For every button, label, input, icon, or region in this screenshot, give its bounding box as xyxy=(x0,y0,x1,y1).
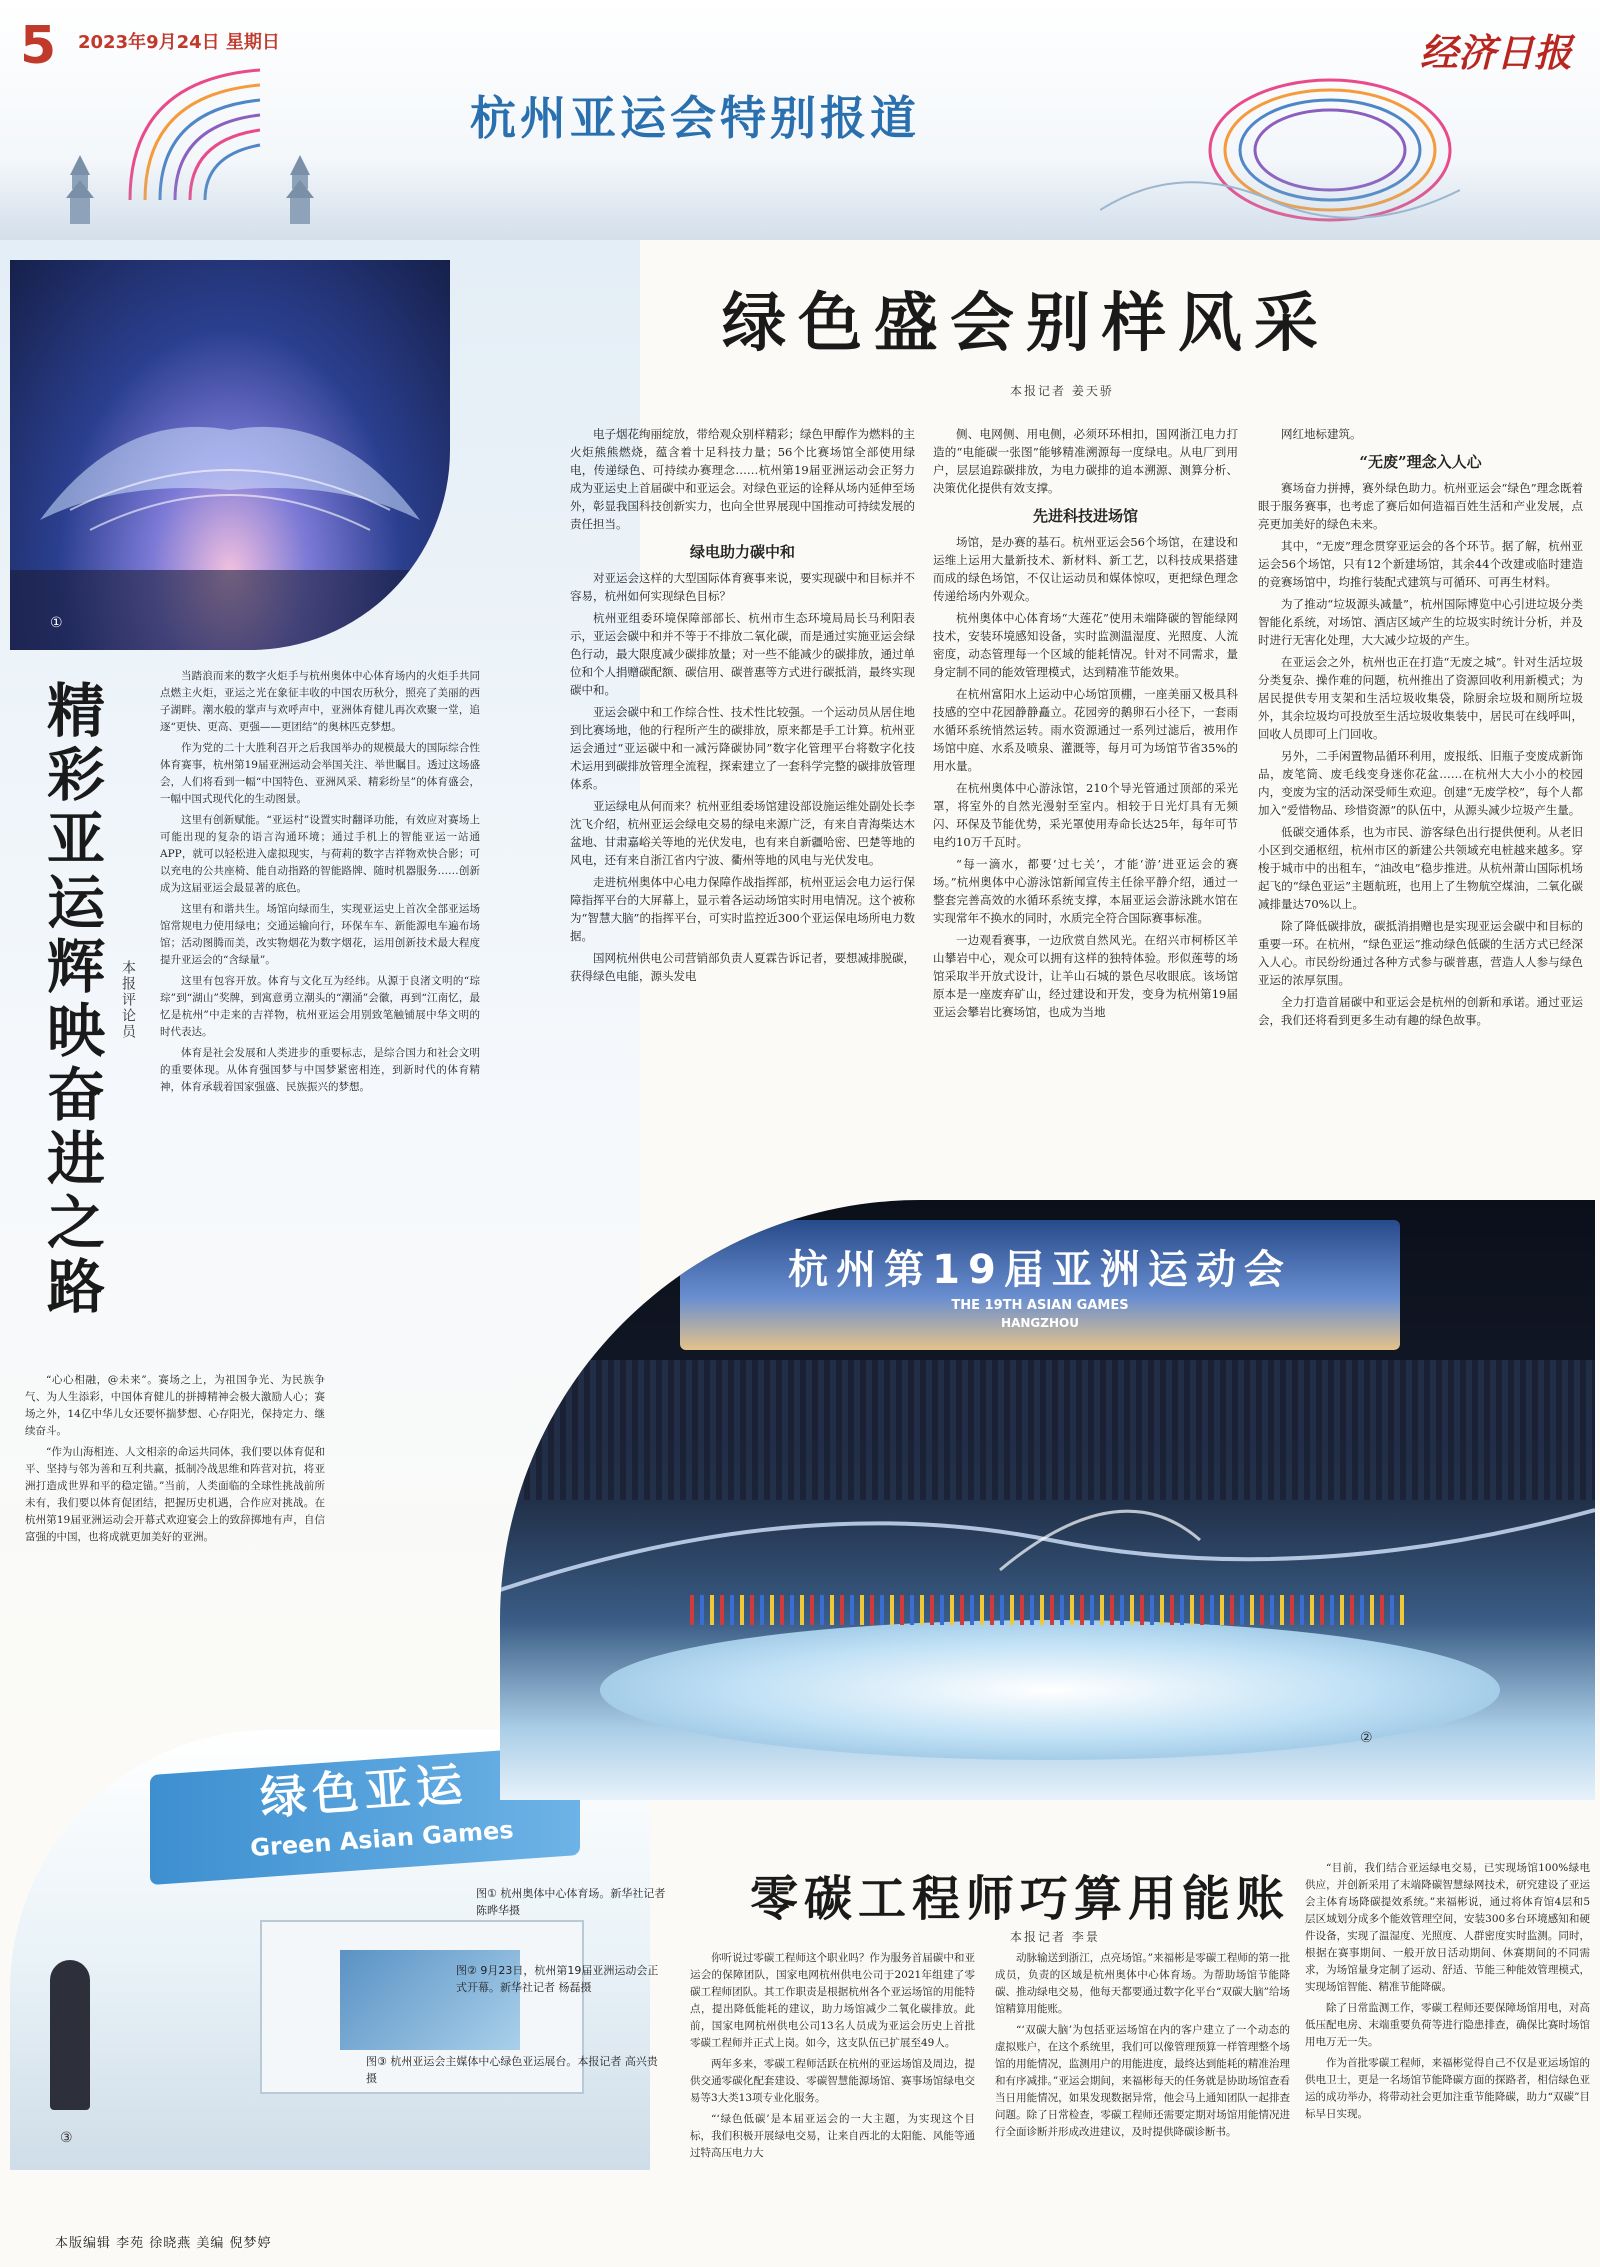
flag-bearers xyxy=(690,1595,1410,1625)
paragraph: 作为首批零碳工程师，来福彬觉得自己不仅是亚运场馆的供电卫士，更是一名场馆节能降碳方面的探路者，相信绿色亚运的成功举办，将带动社会更加注重节能降碳，助力“双碳”目标早日实现。 xyxy=(1305,2057,1590,2120)
issue-date: 2023年9月24日 星期日 xyxy=(78,32,280,53)
paragraph: 杭州奥体中心体育场“大莲花”使用未端降碳的智能绿网技术，安装环境感知设备，实时监测温湿度、光照度、人流密度，动态管理每一个区域的能耗情况。针对不同需求，量身定制不同的能效管理模式，达到精准节能效果。 xyxy=(933,611,1238,679)
photo-caption-2: 图② 9月23日，杭州第19届亚洲运动会正式开幕。新华社记者 杨磊摄 xyxy=(456,1964,659,1994)
paragraph: 侧、电网侧、用电侧，必须环环相扣，国网浙江电力打造的“电能碳一张图”能够精准溯源每一度绿电。从电厂到用户，层层追踪碳排放，为电力碳排的追本溯源、测算分析、决策优化提供有效支撑。 xyxy=(933,427,1238,495)
visitor-figure xyxy=(50,1960,90,2110)
paragraph: 赛场奋力拼搏，赛外绿色助力。杭州亚运会“绿色”理念既着眼于服务赛事，也考虑了赛后如何造福百姓生活和产业发展，点亮更加美好的绿色未来。 xyxy=(1258,481,1583,531)
paragraph: 一边观看赛事，一边欣赏自然风光。在绍兴市柯桥区羊山攀岩中心，观众可以拥有这样的独特体验。形似莲萼的场馆采取半开放式设计，让羊山石城的景色尽收眼底。该场馆原本是一座废弃矿山，经过建设和开发，变身为杭州第19届亚运会攀岩比赛场馆，也成为当地 xyxy=(933,933,1238,1019)
green-asian-games-sign-en: Green Asian Games xyxy=(249,1815,515,1863)
paragraph: 亚运会碳中和工作综合性、技术性比较强。一个运动员从居住地到比赛场地，他的行程所产生的碳排放，原来都是手工计算。杭州亚运会通过“亚运碳中和一减污降碳协同”数字化管理平台将数字化技术运用到碳排放管理全流程，探索建立了一套科学完整的碳排放管理体系。 xyxy=(570,705,915,791)
photo-number-3: ③ xyxy=(60,2130,73,2146)
second-col-2 xyxy=(995,1950,1290,2240)
paragraph: “‘双碳大脑’为包括亚运场馆在内的客户建立了一个动态的虚拟账户，在这个系统里，我们可以像管理预算一样管理整个场馆的用能情况，监测用户的用能进度，最终达到能耗的精准治理和有序减排。”亚运会期间，来福彬每天的任务就是协助场馆查看当日用能情况，如果发现数据异常，他会马上通知团队一起排查问题。除了日常检查，零碳工程师还需要定期对场馆用能情况进行全面诊断并形成改进建议，及时提供降碳诊断书。 xyxy=(995,2024,1290,2138)
subhead-green-power: 绿电助力碳中和 xyxy=(689,543,795,561)
main-col-1 xyxy=(570,425,915,1215)
light-ribbon xyxy=(500,1450,1595,1600)
paragraph: 这里有和谐共生。场馆向绿而生，实现亚运史上首次全部亚运场馆常规电力使用绿电；交通运输向行，环保车车、新能源电车遍布场馆；活动图腾而美，改实物烟花为数字烟花，运用创新技术最大程度提升亚运会的“含绿量”。 xyxy=(160,903,480,966)
main-byline: 本报记者 姜天骄 xyxy=(1010,384,1114,398)
subhead-zero-waste: “无废”理念入人心 xyxy=(1359,453,1482,471)
paragraph: “目前，我们结合亚运绿电交易，已实现场馆100%绿电供应，并创新采用了末端降碳智慧绿网技术，研究建设了亚运会主体育场降碳提效系统。”来福彬说，通过将体育馆4层和5层区域划分成多个能效管理空间，安装300多台环境感知和硬件设备，实现了温湿度、光照度、人群密度实时监测。同时，根据在赛事期间、一般开放日活动期间、休赛期间的不同需求，为场馆量身定制了运动、舒适、节能三种能效管理模式，实现场馆智能、精准节能降碳。 xyxy=(1305,1862,1590,1993)
paragraph: 网红地标建筑。 xyxy=(1281,427,1362,441)
paragraph: 两年多来，零碳工程师活跃在杭州的亚运场馆及周边，提供交通零碳化配套建设、零碳智慧能源场馆、赛事场馆绿电交易等3大类13项专业化服务。 xyxy=(690,2058,975,2104)
paragraph: 这里有包容开放。体育与文化互为经纬。从源于良渚文明的“琮琮”到“湖山”奖牌，到寓意勇立潮头的“潮涌”会徽，再到“江南忆，最忆是杭州”中走来的吉祥物，杭州亚运会用别致笔触铺展中华文明的时代表达。 xyxy=(160,975,480,1038)
section-title: 杭州亚运会特别报道 xyxy=(470,91,920,145)
paragraph: “‘绿色低碳’是本届亚运会的一大主题，为实现这个目标，我们积极开展绿电交易，让来自西北的太阳能、风能等通过特高压电力大 xyxy=(690,2113,975,2159)
paragraph: 在杭州富阳水上运动中心场馆顶棚，一座美丽又极具科技感的空中花园静静矗立。花园旁的鹅卵石小径下，一套雨水循环系统悄然运转。雨水资源通过一系列过滤后，被用作场馆中庭、水系及喷泉、灌溉等，每月可为场馆节省35%的用水量。 xyxy=(933,687,1238,773)
photo-number-2: ② xyxy=(1360,1730,1373,1746)
skyline-decoration xyxy=(0,160,1600,240)
newspaper-name: 经济日报 xyxy=(1420,30,1573,75)
paragraph: 场馆，是办赛的基石。杭州亚运会56个场馆，在建设和运维上运用大量新技术、新材料、新工艺，以科技成果搭建而成的绿色场馆，不仅让运动员和媒体惊叹，更把绿色理念传递给场内外观众。 xyxy=(933,535,1238,603)
screen-title-en-1: THE 19TH ASIAN GAMES xyxy=(951,1298,1129,1313)
paragraph: “每一滴水，都要‘过七关’，才能‘游’进亚运会的赛场。”杭州奥体中心游泳馆新闻宣传主任徐平静介绍，通过一整套完善高效的水循环系统支撑，本届亚运会游泳跳水馆在实现常年不换水的同时，水质完全符合国际赛事标准。 xyxy=(933,857,1238,925)
second-col-3 xyxy=(1305,1860,1590,2240)
paragraph: 这里有创新赋能。“亚运村”设置实时翻译功能，有效应对赛场上可能出现的复杂的语言沟通环境；通过手机上的智能亚运一站通APP，就可以轻松进入虚拟现实，与荷莉的数字吉祥物欢快合影；可以充电的公共座椅、能自动指路的智能路牌、随时机器服务……创新成为这届亚运会最显著的底色。 xyxy=(160,814,480,894)
pagoda-icon xyxy=(60,150,100,230)
subhead-tech-venues: 先进科技进场馆 xyxy=(1032,507,1138,525)
stadium-photo xyxy=(10,260,450,650)
paragraph: “心心相融，@未来”。赛场之上，为祖国争光、为民族争气、为人生添彩，中国体育健儿的拼搏精神会极大激励人心；赛场之外，14亿中华儿女还要怀揣梦想、心存阳光，保持定力、继续奋斗。 xyxy=(25,1374,325,1437)
paragraph: 在亚运会之外，杭州也正在打造“无废之城”。针对生活垃圾分类复杂、操作难的问题，杭州推出了资源回收利用新模式；为居民提供专用支架和生活垃圾收集袋，除厨余垃圾和厕所垃圾外，其余垃圾均可投放至生活垃圾收集装中，居民可在线呼叫，回收人员即可上门回收。 xyxy=(1258,655,1583,741)
main-headline: 绿色盛会别样风采 xyxy=(722,287,1330,361)
paragraph: 国网杭州供电公司营销部负责人夏霖告诉记者，要想减排脱碳，获得绿色电能，源头发电 xyxy=(570,951,915,983)
paragraph: 亚运绿电从何而来？杭州亚组委场馆建设部设施运维处副处长李沈飞介绍，杭州亚运会绿电交易的绿电来源广泛，有来自青海柴达木盆地、甘肃嘉峪关等地的光伏发电，也有来自新疆哈密、巴楚等地的风电，还有来自浙江省内宁波、衢州等地的风电与光伏发电。 xyxy=(570,799,915,867)
screen-title-cn: 杭州第19届亚洲运动会 xyxy=(788,1247,1292,1293)
screen-title-en-2: HANGZHOU xyxy=(1001,1316,1079,1330)
paragraph: 除了降低碳排放，碳抵消捐赠也是实现亚运会碳中和目标的重要一环。在杭州，“绿色亚运”推动绿色低碳的生活方式已经深入人心。市民纷纷通过各种方式参与碳普惠，营造人人参与绿色亚运的浓厚氛围。 xyxy=(1258,919,1583,987)
stadium-roof-graphic xyxy=(10,370,450,650)
pagoda-icon xyxy=(280,150,320,230)
paragraph: “作为山海相连、人文相亲的命运共同体，我们要以体育促和平、坚持与邻为善和互利共赢，抵制冷战思维和阵营对抗，将亚洲打造成世界和平的稳定锚。”当前，人类面临的全球性挑战前所未有，我们要以体育促团结，把握历史机遇，合作应对挑战。在杭州第19届亚洲运动会开幕式欢迎宴会上的致辞掷地有声，自信富强的中国，也将成就更加美好的亚洲。 xyxy=(25,1446,325,1543)
paragraph: 动脉输送到浙江，点亮场馆。”来福彬是零碳工程师的第一批成员，负责的区域是杭州奥体中心体育场。为帮助场馆节能降碳、推动绿电交易，他每天都要通过数字化平台“双碳大脑”给场馆精算用能账。 xyxy=(995,1952,1290,2015)
main-col-2 xyxy=(933,425,1238,1195)
footer-credits: 本版编辑 李苑 徐晓燕 美编 倪梦婷 xyxy=(55,2236,272,2251)
green-asian-games-sign-cn: 绿色亚运 xyxy=(258,1756,470,1826)
feature-title: 精彩亚运辉映奋进之路 xyxy=(37,680,105,1320)
paragraph: 走进杭州奥体中心电力保障作战指挥部，杭州亚运会电力运行保障指挥平台的大屏幕上，显示着各运动场馆实时用电情况。这个被称为“智慧大脑”的指挥平台，可实时监控近300个亚运保电场所电力数据。 xyxy=(570,875,915,943)
paragraph: 对亚运会这样的大型国际体育赛事来说，要实现碳中和目标并不容易，杭州如何实现绿色目标？ xyxy=(570,571,915,603)
paragraph: 低碳交通体系，也为市民、游客绿色出行提供便利。从老旧小区到交通枢纽，杭州市区的新建公共领域充电桩越来越多。穿梭于城市中的出租车，“油改电”稳步推进。从杭州萧山国际机场起飞的“绿色亚运”主题航班，也用上了生物航空煤油，二氧化碳减排量达70%以上。 xyxy=(1258,825,1583,911)
photo-number-1: ① xyxy=(50,615,63,631)
paragraph: 为了推动“垃圾源头减量”，杭州国际博览中心引进垃圾分类智能化系统，对场馆、酒店区域产生的垃圾实时统计分析，并及时进行无害化处理，大大减少垃圾的产生。 xyxy=(1258,597,1583,647)
second-byline: 本报记者 李景 xyxy=(1010,1930,1100,1944)
second-headline: 零碳工程师巧算用能账 xyxy=(750,1871,1291,1927)
photo-caption-3: 图③ 杭州亚运会主媒体中心绿色亚运展台。本报记者 高兴贵摄 xyxy=(366,2055,658,2085)
opening-ceremony-photo xyxy=(500,1200,1595,1800)
paragraph: 另外，二手闲置物品循环利用，废报纸、旧瓶子变废成新饰品，废笔筒、废毛线变身迷你花盆……在杭州大大小小的校园内，变废为宝的活动深受师生欢迎。创建“无废学校”，每个人都加入“爱惜物品、珍惜资源”的队伍中，从源头减少垃圾产生量。 xyxy=(1258,749,1583,817)
paragraph: 电子烟花绚丽绽放，带给观众别样精彩；绿色甲醇作为燃料的主火炬熊熊燃烧，蕴含着十足科技力量；56个比赛场馆全部使用绿电，传递绿色、可持续办赛理念……杭州第19届亚洲运动会正努力成为亚运史上首届碳中和亚运会。对绿色亚运的诠释从场内延伸至场外，彰显我国科技创新实力，也向全世界展现中国推动可持续发展的责任担当。 xyxy=(570,427,915,531)
paragraph: 其中，“无废”理念贯穿亚运会的各个环节。据了解，杭州亚运会56个场馆，只有12个新建场馆，其余44个改建或临时建造的竞赛场馆中，均推行装配式建筑与可循环、可再生材料。 xyxy=(1258,539,1583,589)
paragraph: 当踏浪而来的数字火炬手与杭州奥体中心体育场内的火炬手共同点燃主火炬，亚运之光在象征丰收的中国农历秋分，照亮了美丽的西子湖畔。潮水般的掌声与欢呼声中，亚洲体育健儿再次欢聚一堂，追逐“更快、更高、更强——更团结”的奥林匹克梦想。 xyxy=(160,670,480,733)
feature-byline: 本报评论员 xyxy=(120,960,136,1040)
second-col-1 xyxy=(690,1950,975,2240)
photo-caption-1: 图① 杭州奥体中心体育场。新华社记者 陈晔华摄 xyxy=(476,1887,666,1917)
paragraph: 作为党的二十大胜利召开之后我国举办的规模最大的国际综合性体育赛事，杭州第19届亚洲运动会举国关注、举世瞩目。透过这场盛会，人们将看到一幅“中国特色、亚洲风采、精彩纷呈”的体育盛会，一幅中国式现代化的生动图景。 xyxy=(160,742,480,805)
paragraph: 全力打造首届碳中和亚运会是杭州的创新和承诺。通过亚运会，我们还将看到更多生动有趣的绿色故事。 xyxy=(1258,995,1583,1027)
paragraph: 除了日常监测工作，零碳工程师还要保障场馆用电，对高低压配电房、末端重要负荷等进行隐患排查，确保比赛时场馆用电万无一失。 xyxy=(1305,2002,1590,2048)
page-number: 5 xyxy=(20,16,57,76)
paragraph: 体育是社会发展和人类进步的重要标志，是综合国力和社会文明的重要体现。从体育强国梦与中国梦紧密相连，到新时代的体育精神，体育承载着国家强盛、民族振兴的梦想。 xyxy=(160,1047,480,1093)
main-col-3 xyxy=(1258,425,1583,1255)
paragraph: 你听说过零碳工程师这个职业吗？作为服务首届碳中和亚运会的保障团队，国家电网杭州供电公司于2021年组建了零碳工程师团队。其工作职责是根据杭州各个亚运场馆的用能特点，提出降低能耗的建议，助力场馆减少二氧化碳排放。此前，国家电网杭州供电公司13名人员成为亚运会历史上首批零碳工程师并正式上岗。如今，这支队伍已扩展至49人。 xyxy=(690,1952,975,2049)
page-header xyxy=(0,0,1600,240)
paragraph: 杭州亚组委环境保障部部长、杭州市生态环境局局长马利阳表示，亚运会碳中和并不等于不排放二氧化碳，而是通过实施亚运会绿色行动，最大限度减少碳排放量；对一些不能减少的碳排放，通过单位和个人捐赠碳配额、碳信用、碳普惠等方式进行碳抵消，最终实现碳中和。 xyxy=(570,611,915,697)
feature-body-continued xyxy=(25,1372,325,1727)
paragraph: 在杭州奥体中心游泳馆，210个导光管通过顶部的采光罩，将室外的自然光漫射至室内。相较于日光灯具有无频闪、环保及节能优势，采光罩使用寿命长达25年，每年可节电约10万千瓦时。 xyxy=(933,781,1238,849)
feature-body xyxy=(160,668,480,1368)
